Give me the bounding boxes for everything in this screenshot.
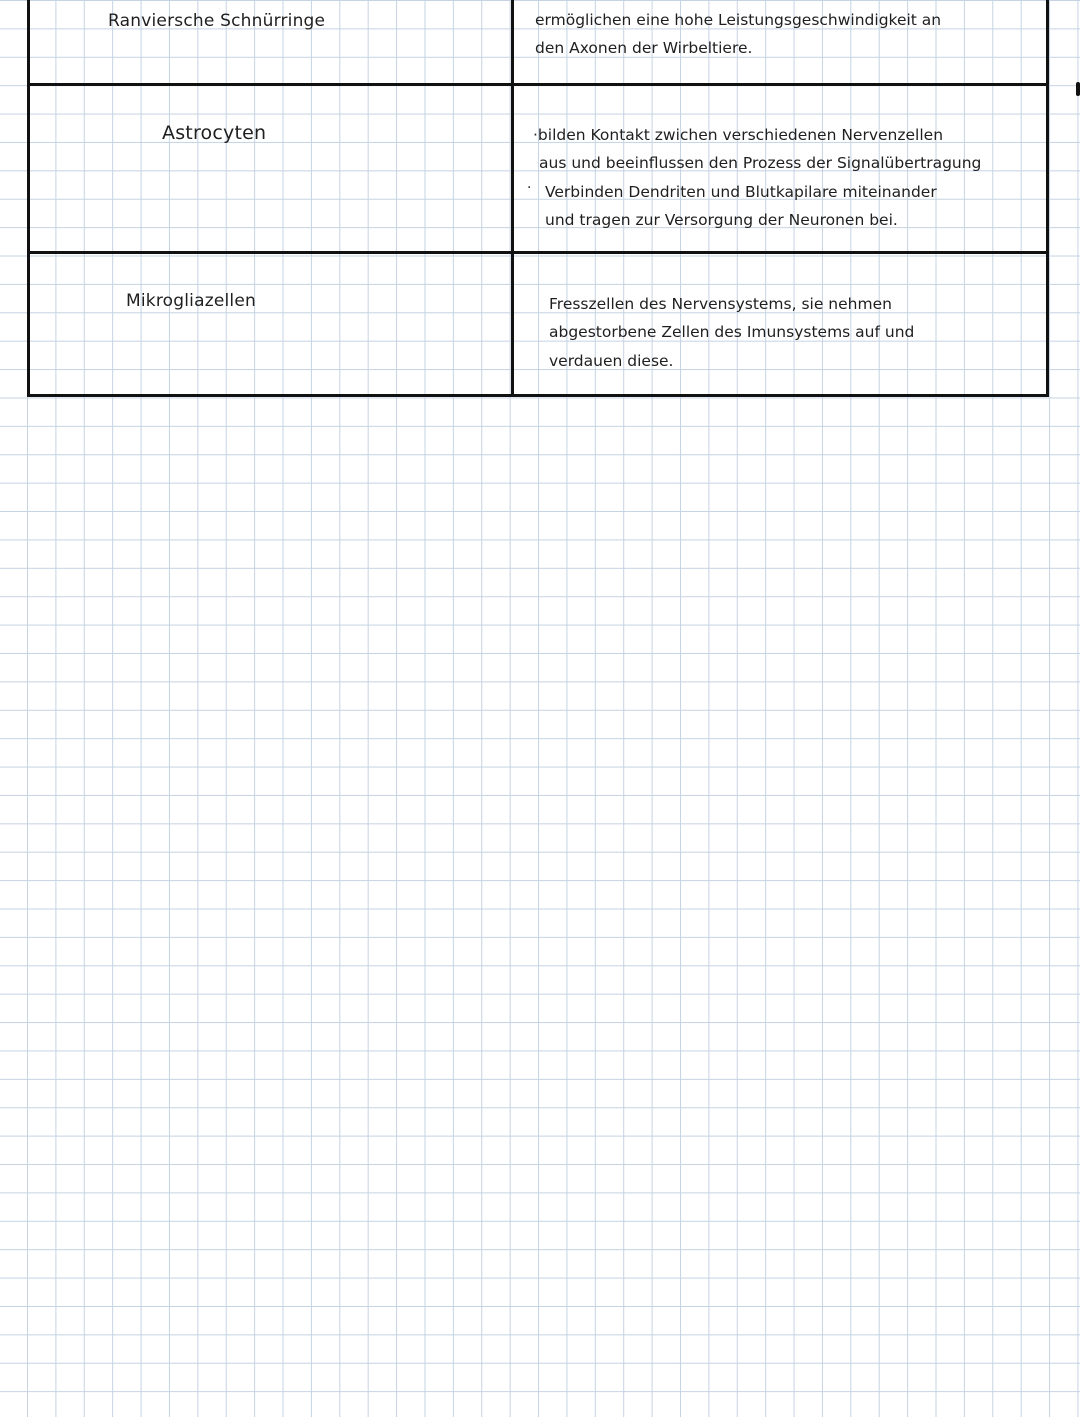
description-ranviersche-schnuerringe	[535, 6, 1050, 63]
description-line: Fresszellen des Nervensystems, sie nehmen	[549, 295, 892, 313]
description-line: verdauen diese.	[549, 351, 674, 370]
column-divider	[511, 86, 514, 251]
description-mikrogliazellen	[549, 290, 1064, 375]
bullet-dot: ·	[527, 180, 532, 196]
description-line: ermöglichen eine hohe Leistungsgeschwindigkeit an	[535, 11, 942, 29]
column-divider	[511, 0, 514, 83]
description-line: und tragen zur Versorgung der Neuronen bei.	[545, 211, 898, 230]
term-ranviersche-schnuerringe: Ranviersche Schnürringe	[108, 11, 326, 31]
description-line: abgestorbene Zellen des Imunsystems auf und	[549, 323, 915, 342]
description-line: aus und beeinflussen den Prozess der Signalübertragung	[539, 154, 982, 173]
column-divider	[511, 254, 514, 394]
description-line: den Axonen der Wirbeltiere.	[535, 39, 753, 58]
description-line: Verbinden Dendriten und Blutkapilare miteinander	[545, 182, 937, 201]
edge-mark	[1076, 82, 1080, 96]
description-astrocyten	[533, 121, 1048, 235]
term-astrocyten: Astrocyten	[162, 122, 267, 144]
term-mikrogliazellen: Mikrogliazellen	[126, 291, 256, 311]
description-line: ·bilden Kontakt zwichen verschiedenen Nervenzellen	[533, 126, 944, 144]
